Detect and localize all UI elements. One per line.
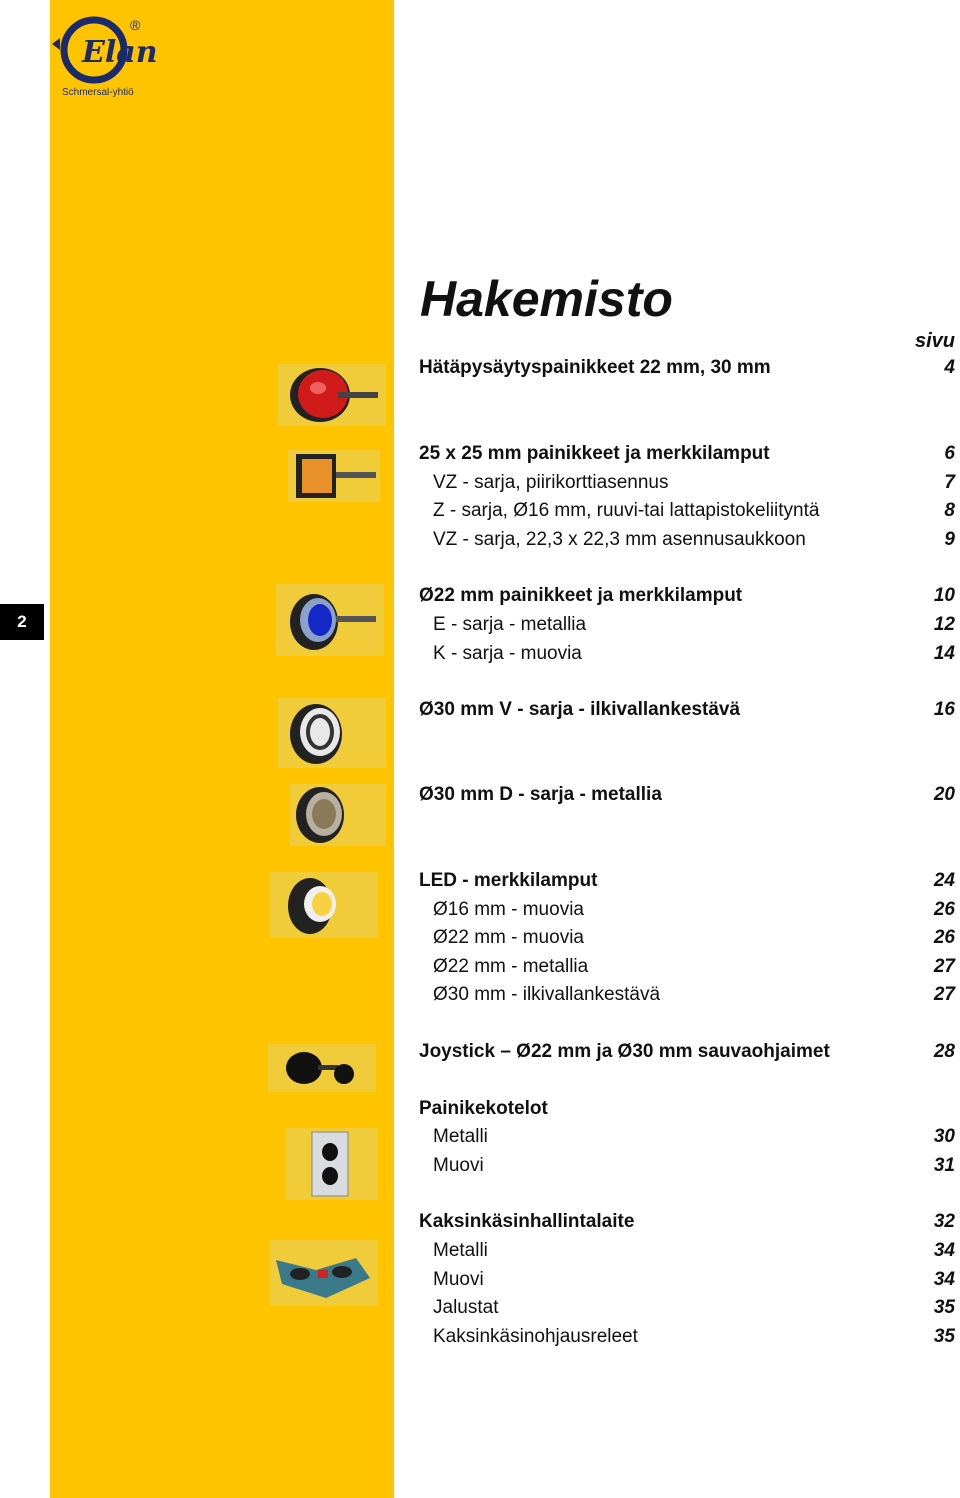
- toc-entry-text: Muovi: [433, 1155, 484, 1176]
- toc-entry-text: Ø22 mm - metallia: [433, 956, 589, 977]
- toc-entry-page: 12: [933, 614, 955, 635]
- toc-entry-text: 25 x 25 mm painikkeet ja merkkilamput: [419, 443, 770, 464]
- toc-entry-text: Muovi: [433, 1269, 484, 1290]
- toc-entry-page: 27: [933, 984, 955, 1005]
- toc-subentry-e-series[interactable]: [419, 611, 955, 639]
- page-title: Hakemisto: [420, 271, 673, 327]
- toc-entry-joystick[interactable]: [419, 1038, 955, 1066]
- toc-subentry-vz-22mm[interactable]: [419, 526, 955, 554]
- toc-entry-page: 20: [933, 784, 955, 805]
- toc-entry-page: 31: [933, 1155, 955, 1176]
- toc-subentry-led-16[interactable]: [419, 896, 955, 924]
- toc-subentry-vz-pcb[interactable]: [419, 469, 955, 497]
- toc-entry-22mm[interactable]: [419, 582, 955, 610]
- square-pushbutton-image: [288, 450, 380, 502]
- toc-subentry-two-hand-plastic[interactable]: [419, 1266, 955, 1294]
- toc-entry-30mm-d[interactable]: [419, 781, 955, 809]
- toc-entry-page: 35: [933, 1297, 955, 1318]
- toc-subentry-enclosure-metal[interactable]: [419, 1123, 955, 1151]
- toc-entry-page: 34: [933, 1240, 955, 1261]
- toc-subentry-z-16mm[interactable]: [419, 497, 955, 525]
- toc-entry-page: 9: [944, 529, 955, 550]
- toc-entry-text: K - sarja - muovia: [433, 643, 582, 664]
- emergency-stop-button-image: [278, 364, 386, 426]
- joystick-image: [268, 1044, 376, 1092]
- toc-entry-30mm-v[interactable]: [419, 696, 955, 724]
- toc-subentry-enclosure-plastic[interactable]: [419, 1152, 955, 1180]
- toc-entry-page: 32: [933, 1211, 955, 1232]
- toc-entry-page: 16: [933, 699, 955, 720]
- toc-entry-text: Kaksinkäsinhallintalaite: [419, 1211, 635, 1232]
- pushbutton-enclosure-image: [286, 1128, 378, 1200]
- toc-entry-page: 28: [933, 1041, 955, 1062]
- toc-entry-text: Metalli: [433, 1240, 488, 1261]
- toc-entry-text: Jalustat: [433, 1297, 499, 1318]
- toc-entry-text: Metalli: [433, 1126, 488, 1147]
- toc-subentry-led-22-metal[interactable]: [419, 953, 955, 981]
- toc-entry-text: Ø22 mm painikkeet ja merkkilamput: [419, 585, 743, 606]
- toc-subentry-two-hand-metal[interactable]: [419, 1237, 955, 1265]
- metal-button-image: [290, 784, 386, 846]
- toc-entry-text: Painikekotelot: [419, 1098, 548, 1119]
- page-number-tab: 2: [0, 604, 44, 640]
- two-hand-control-image: [270, 1240, 378, 1306]
- toc-entry-page: 4: [944, 357, 955, 378]
- toc-entry-two-hand[interactable]: [419, 1208, 955, 1236]
- toc-entry-text: Joystick – Ø22 mm ja Ø30 mm sauvaohjaimet: [419, 1041, 830, 1062]
- toc-subentry-led-30[interactable]: [419, 981, 955, 1009]
- toc-entry-page: 27: [933, 956, 955, 977]
- toc-subentry-stands[interactable]: [419, 1294, 955, 1322]
- toc-subentry-k-series[interactable]: [419, 640, 955, 668]
- vandal-resistant-button-image: [278, 698, 386, 768]
- toc-subentry-led-22-plastic[interactable]: [419, 924, 955, 952]
- led-lamp-image: [270, 872, 378, 938]
- toc-entry-page: 7: [944, 472, 955, 493]
- toc-entry-text: LED - merkkilamput: [419, 870, 598, 891]
- toc-entry-text: VZ - sarja, 22,3 x 22,3 mm asennusaukkoon: [433, 529, 806, 550]
- page-column-label: sivu: [914, 330, 955, 352]
- toc-entry-page: 30: [933, 1126, 955, 1147]
- toc-entry-25x25[interactable]: [419, 440, 955, 468]
- toc-entry-text: Z - sarja, Ø16 mm, ruuvi-tai lattapistokeliityntä: [433, 500, 820, 521]
- toc-entry-text: Ø16 mm - muovia: [433, 899, 584, 920]
- toc-entry-page: 10: [933, 585, 955, 606]
- toc-entry-enclosures[interactable]: [419, 1095, 955, 1123]
- toc-entry-page: 35: [933, 1326, 955, 1347]
- toc-subentry-relays[interactable]: [419, 1323, 955, 1351]
- registered-mark: ®: [130, 17, 141, 33]
- logo-subtitle: Schmersal-yhtiö: [62, 87, 134, 98]
- toc-entry-page: 24: [933, 870, 955, 891]
- toc-entry-led[interactable]: [419, 867, 955, 895]
- toc-entry-page: 6: [944, 443, 955, 464]
- toc-entry-page: 34: [933, 1269, 955, 1290]
- toc-entry-text: Ø30 mm V - sarja - ilkivallankestävä: [419, 699, 741, 720]
- toc-entry-text: Hätäpysäytyspainikkeet 22 mm, 30 mm: [419, 357, 771, 378]
- toc-entry-text: Ø30 mm - ilkivallankestävä: [433, 984, 661, 1005]
- logo-wordmark: Elan: [82, 35, 158, 70]
- toc-entry-text: Kaksinkäsinohjausreleet: [433, 1326, 638, 1347]
- toc-entry-text: Ø30 mm D - sarja - metallia: [419, 784, 662, 805]
- toc-entry-page: 14: [933, 643, 955, 664]
- blue-pushbutton-image: [276, 584, 384, 656]
- toc-entry-page: 8: [944, 500, 955, 521]
- toc-entry-page: 26: [933, 899, 955, 920]
- toc-entry-text: Ø22 mm - muovia: [433, 927, 584, 948]
- toc-entry-text: E - sarja - metallia: [433, 614, 587, 635]
- toc-entry-text: VZ - sarja, piirikorttiasennus: [433, 472, 669, 493]
- toc-entry-emergency-stop[interactable]: [419, 354, 955, 382]
- toc-entry-page: 26: [933, 927, 955, 948]
